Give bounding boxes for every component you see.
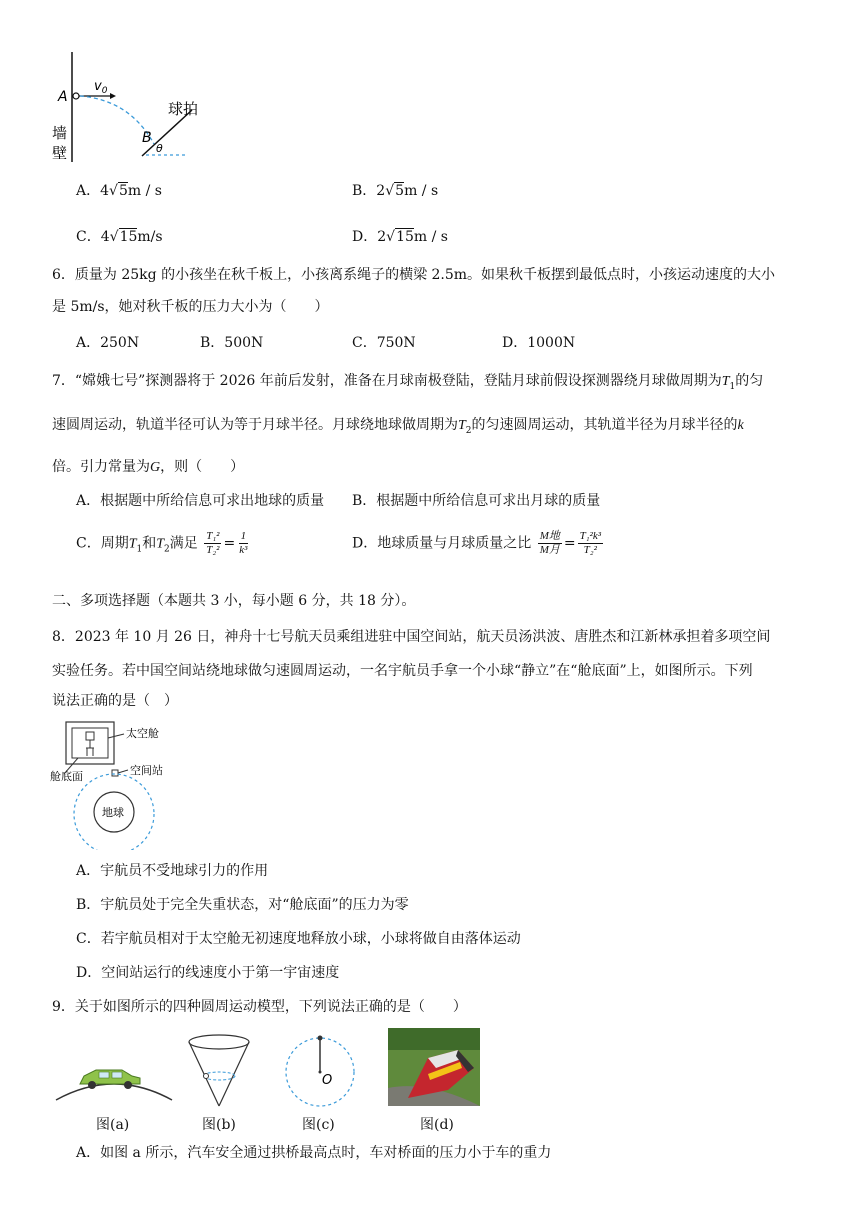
caption-a: 图(a) (96, 1117, 130, 1133)
arch-bridge-car-figure (54, 1056, 174, 1104)
space-station-figure (50, 718, 210, 850)
q5-option-d[interactable]: D．2√15m / s (352, 229, 448, 245)
q9-stem: 9．关于如图所示的四种圆周运动模型，下列说法正确的是（ ） (52, 999, 467, 1015)
q8-option-d[interactable]: D．空间站运行的线速度小于第一宇宙速度 (76, 965, 340, 981)
q7-option-d[interactable]: D．地球质量与月球质量之比 $\frac{\text{M地}}{\text{M月}}$ = $\frac{\text{T₁²k³}}{\text{T₂²}}$ (352, 530, 602, 556)
label-capsule: 太空舱 (126, 727, 159, 740)
q8-option-b[interactable]: B．宇航员处于完全失重状态，对“舱底面”的压力为零 (76, 897, 409, 913)
q5-option-a[interactable]: A．4√5m / s (76, 183, 162, 199)
label-O: O (322, 1073, 333, 1088)
cone-figure (186, 1032, 252, 1110)
q8-line-1: 8．2023 年 10 月 26 日，神舟十七号航天员乘组进驻中国空间站，航天员汤洪波、唐胜杰和江新林承担着多项空间 (52, 629, 771, 645)
q7-line-1: 7．“嫦娥七号”探测器将于 2026 年前后发射，准备在月球南极登陆，登陆月球前假设探测器绕月球做周期为$T_1$的匀 (52, 373, 764, 392)
train-photo (388, 1028, 480, 1106)
q7-option-b[interactable]: B．根据题中所给信息可求出月球的质量 (352, 493, 601, 509)
label-racket: 球拍 (168, 100, 199, 118)
label-earth: 地球 (102, 806, 124, 819)
q9-option-a[interactable]: A．如图 a 所示，汽车安全通过拱桥最高点时，车对桥面的压力小于车的重力 (76, 1145, 552, 1161)
q5-option-c[interactable]: C．4√15m/s (76, 229, 163, 245)
q6-line-2: 是 5m/s，她对秋千板的压力大小为（ ） (52, 299, 329, 315)
q8-option-c[interactable]: C．若宇航员相对于太空舱无初速度地释放小球，小球将做自由落体运动 (76, 931, 521, 947)
label-B: B (142, 130, 152, 146)
q8-line-2: 实验任务。若中国空间站绕地球做匀速圆周运动，一名宇航员手拿一个小球“静立”在“舱底面”上，如图所示。下列 (52, 663, 753, 679)
label-floor: 舱底面 (50, 770, 83, 783)
q6-option-a[interactable]: A．250N (76, 335, 140, 351)
q8-line-3: 说法正确的是（ ） (52, 693, 178, 709)
caption-b: 图(b) (202, 1117, 236, 1133)
label-v0: $v_0$ (94, 79, 108, 96)
label-station: 空间站 (130, 764, 163, 777)
q8-option-a[interactable]: A．宇航员不受地球引力的作用 (76, 863, 269, 879)
caption-c: 图(c) (302, 1117, 335, 1133)
q6-option-b[interactable]: B．500N (200, 335, 264, 351)
vertical-circle-figure (282, 1034, 358, 1110)
q6-option-d[interactable]: D．1000N (502, 335, 576, 351)
q7-line-2: 速圆周运动，轨道半径可认为等于月球半径。月球绕地球做周期为$T_2$的匀速圆周运动，其轨道半径为月球半径的k (52, 417, 744, 436)
label-wall-1: 墙 (52, 124, 68, 142)
q5-option-b[interactable]: B．2√5m / s (352, 183, 439, 199)
q7-line-3: 倍。引力常量为G，则（ ） (52, 459, 245, 475)
label-A: A (58, 89, 68, 105)
label-theta: θ (156, 142, 163, 155)
q7-option-a[interactable]: A．根据题中所给信息可求出地球的质量 (76, 493, 325, 509)
option-letter: A． (76, 183, 101, 199)
q6-option-c[interactable]: C．750N (352, 335, 416, 351)
q7-option-c[interactable]: C．周期$T_1$和$T_2$满足 $\frac{\text{T₁²}}{\text{T₂²}}$ = $\frac{1}{\text{k³}}$ (76, 530, 248, 556)
caption-d: 图(d) (420, 1117, 454, 1133)
section-heading: 二、多项选择题（本题共 3 小，每小题 6 分，共 18 分）。 (52, 593, 416, 609)
projectile-figure (50, 48, 220, 166)
label-wall-2: 壁 (52, 144, 68, 162)
q6-line-1: 6．质量为 25kg 的小孩坐在秋千板上，小孩离系绳子的横梁 2.5m。如果秋千板摆到最低点时，小孩运动速度的大小 (52, 267, 776, 283)
